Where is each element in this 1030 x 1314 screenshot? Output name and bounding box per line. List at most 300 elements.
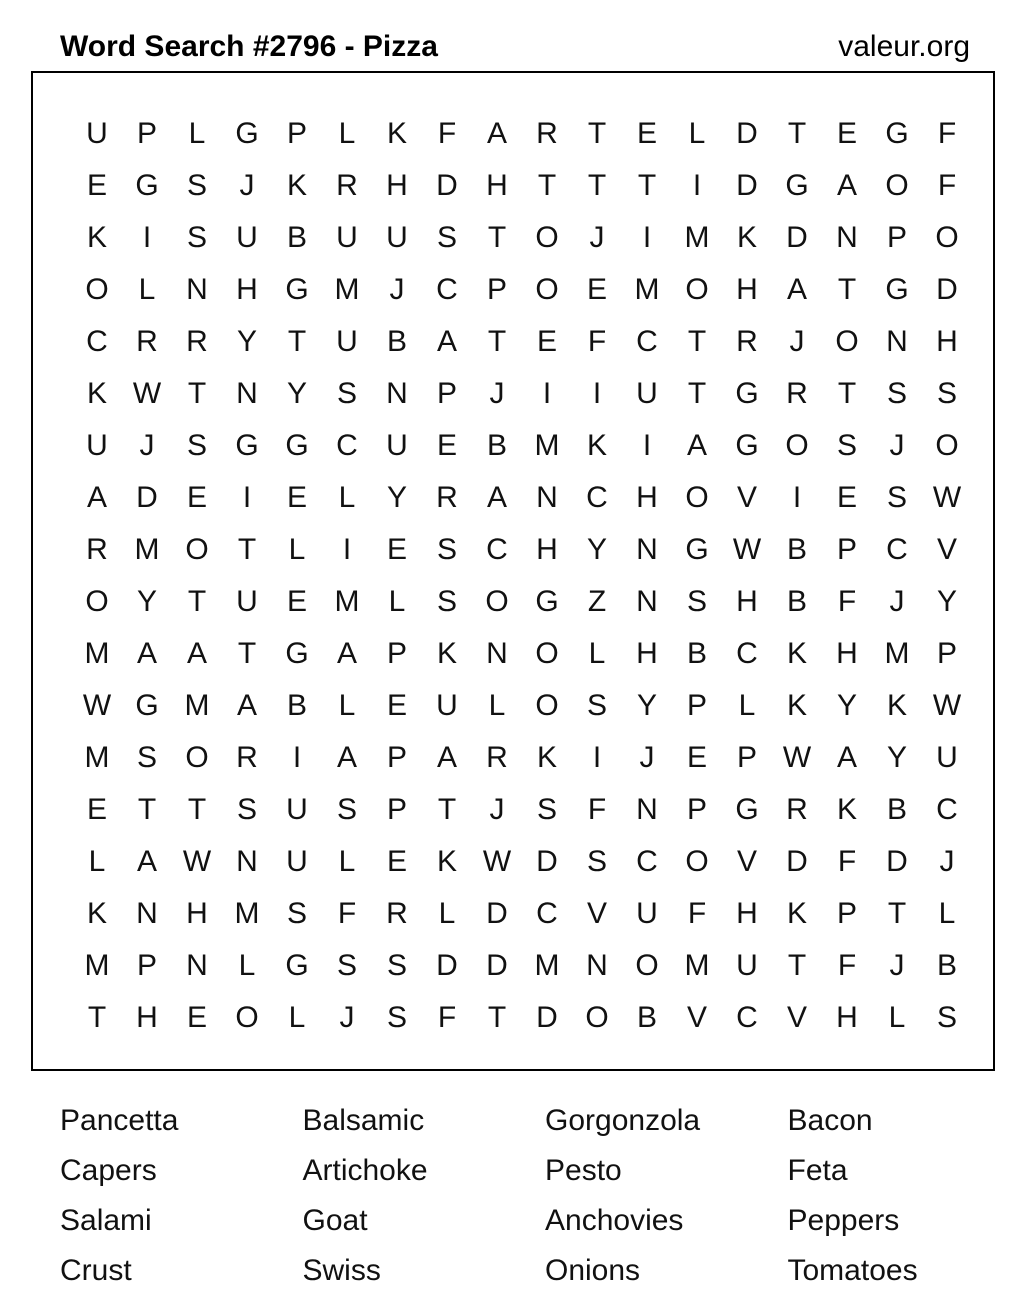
- grid-cell[interactable]: U: [636, 897, 658, 930]
- grid-cell[interactable]: K: [786, 897, 807, 930]
- grid-cell[interactable]: C: [336, 429, 358, 462]
- grid-cell[interactable]: K: [436, 845, 457, 878]
- grid-cell[interactable]: H: [136, 1001, 158, 1034]
- grid-cell[interactable]: L: [888, 1001, 906, 1034]
- grid-cell[interactable]: U: [736, 949, 758, 982]
- grid-cell[interactable]: S: [586, 689, 607, 722]
- grid-cell[interactable]: A: [136, 845, 157, 878]
- grid-cell[interactable]: O: [635, 949, 659, 982]
- grid-cell[interactable]: D: [786, 221, 808, 254]
- grid-cell[interactable]: T: [87, 1001, 107, 1034]
- grid-cell[interactable]: S: [386, 949, 407, 982]
- grid-cell[interactable]: Y: [936, 585, 957, 618]
- grid-cell[interactable]: L: [938, 897, 956, 930]
- grid-cell[interactable]: I: [642, 221, 652, 254]
- grid-cell[interactable]: T: [787, 117, 807, 150]
- grid-cell[interactable]: B: [786, 533, 807, 566]
- grid-cell[interactable]: J: [889, 429, 905, 462]
- grid-cell[interactable]: O: [935, 221, 959, 254]
- grid-cell[interactable]: F: [937, 117, 957, 150]
- grid-cell[interactable]: O: [935, 429, 959, 462]
- grid-cell[interactable]: T: [837, 273, 857, 306]
- grid-cell[interactable]: S: [436, 533, 457, 566]
- grid-cell[interactable]: H: [536, 533, 558, 566]
- grid-cell[interactable]: H: [386, 169, 408, 202]
- grid-cell[interactable]: A: [86, 481, 107, 514]
- grid-cell[interactable]: G: [785, 169, 809, 202]
- grid-cell[interactable]: V: [736, 845, 757, 878]
- grid-cell[interactable]: J: [239, 169, 255, 202]
- grid-cell[interactable]: M: [534, 429, 560, 462]
- grid-cell[interactable]: S: [186, 429, 207, 462]
- grid-cell[interactable]: B: [286, 221, 307, 254]
- grid-cell[interactable]: H: [736, 897, 758, 930]
- grid-cell[interactable]: L: [288, 533, 306, 566]
- grid-cell[interactable]: N: [586, 949, 608, 982]
- grid-cell[interactable]: A: [186, 637, 207, 670]
- grid-cell[interactable]: T: [237, 637, 257, 670]
- grid-cell[interactable]: F: [437, 1001, 457, 1034]
- grid-cell[interactable]: L: [188, 117, 206, 150]
- grid-cell[interactable]: U: [936, 741, 958, 774]
- grid-cell[interactable]: F: [587, 793, 607, 826]
- grid-cell[interactable]: L: [488, 689, 506, 722]
- grid-cell[interactable]: K: [836, 793, 857, 826]
- grid-cell[interactable]: L: [138, 273, 156, 306]
- grid-cell[interactable]: R: [136, 325, 158, 358]
- grid-cell[interactable]: L: [388, 585, 406, 618]
- grid-cell[interactable]: O: [885, 169, 909, 202]
- grid-cell[interactable]: C: [536, 897, 558, 930]
- grid-cell[interactable]: S: [286, 897, 307, 930]
- grid-cell[interactable]: P: [386, 637, 407, 670]
- grid-cell[interactable]: D: [936, 273, 958, 306]
- grid-cell[interactable]: M: [334, 585, 360, 618]
- grid-cell[interactable]: I: [792, 481, 802, 514]
- grid-cell[interactable]: V: [786, 1001, 807, 1034]
- grid-cell[interactable]: U: [636, 377, 658, 410]
- grid-cell[interactable]: B: [886, 793, 907, 826]
- grid-cell[interactable]: D: [486, 897, 508, 930]
- grid-cell[interactable]: B: [936, 949, 957, 982]
- grid-cell[interactable]: M: [84, 949, 110, 982]
- grid-cell[interactable]: D: [136, 481, 158, 514]
- grid-cell[interactable]: A: [136, 637, 157, 670]
- grid-cell[interactable]: F: [437, 117, 457, 150]
- grid-cell[interactable]: D: [536, 1001, 558, 1034]
- grid-cell[interactable]: P: [736, 741, 757, 774]
- grid-cell[interactable]: W: [182, 845, 212, 878]
- grid-cell[interactable]: T: [837, 377, 857, 410]
- grid-cell[interactable]: D: [786, 845, 808, 878]
- grid-cell[interactable]: L: [338, 689, 356, 722]
- grid-cell[interactable]: U: [386, 221, 408, 254]
- grid-cell[interactable]: P: [686, 689, 707, 722]
- grid-cell[interactable]: G: [535, 585, 559, 618]
- grid-cell[interactable]: H: [186, 897, 208, 930]
- grid-cell[interactable]: S: [886, 377, 907, 410]
- grid-cell[interactable]: Y: [386, 481, 407, 514]
- grid-cell[interactable]: O: [235, 1001, 259, 1034]
- grid-cell[interactable]: B: [686, 637, 707, 670]
- grid-cell[interactable]: T: [287, 325, 307, 358]
- grid-cell[interactable]: A: [236, 689, 257, 722]
- grid-cell[interactable]: O: [85, 585, 109, 618]
- grid-cell[interactable]: V: [936, 533, 957, 566]
- grid-cell[interactable]: R: [336, 169, 358, 202]
- grid-cell[interactable]: A: [486, 481, 507, 514]
- grid-cell[interactable]: H: [486, 169, 508, 202]
- grid-cell[interactable]: O: [785, 429, 809, 462]
- grid-cell[interactable]: G: [735, 377, 759, 410]
- grid-cell[interactable]: S: [186, 169, 207, 202]
- grid-cell[interactable]: S: [936, 377, 957, 410]
- grid-cell[interactable]: V: [736, 481, 757, 514]
- grid-cell[interactable]: V: [686, 1001, 707, 1034]
- grid-cell[interactable]: S: [686, 585, 707, 618]
- grid-cell[interactable]: H: [936, 325, 958, 358]
- grid-cell[interactable]: L: [88, 845, 106, 878]
- grid-cell[interactable]: J: [339, 1001, 355, 1034]
- grid-cell[interactable]: T: [887, 897, 907, 930]
- grid-cell[interactable]: D: [436, 949, 458, 982]
- grid-cell[interactable]: I: [592, 377, 602, 410]
- grid-cell[interactable]: C: [586, 481, 608, 514]
- grid-cell[interactable]: G: [285, 273, 309, 306]
- grid-cell[interactable]: U: [286, 845, 308, 878]
- grid-cell[interactable]: M: [534, 949, 560, 982]
- grid-cell[interactable]: R: [486, 741, 508, 774]
- grid-cell[interactable]: N: [236, 845, 258, 878]
- grid-cell[interactable]: I: [592, 741, 602, 774]
- grid-cell[interactable]: C: [636, 845, 658, 878]
- grid-cell[interactable]: M: [684, 949, 710, 982]
- grid-cell[interactable]: W: [732, 533, 762, 566]
- grid-cell[interactable]: J: [939, 845, 955, 878]
- grid-cell[interactable]: U: [336, 325, 358, 358]
- grid-cell[interactable]: S: [336, 793, 357, 826]
- grid-cell[interactable]: R: [236, 741, 258, 774]
- grid-cell[interactable]: T: [237, 533, 257, 566]
- grid-cell[interactable]: F: [337, 897, 357, 930]
- grid-cell[interactable]: K: [736, 221, 757, 254]
- grid-cell[interactable]: Y: [236, 325, 257, 358]
- grid-cell[interactable]: L: [338, 481, 356, 514]
- grid-cell[interactable]: M: [684, 221, 710, 254]
- grid-cell[interactable]: E: [386, 845, 407, 878]
- grid-cell[interactable]: T: [687, 377, 707, 410]
- grid-cell[interactable]: S: [186, 221, 207, 254]
- grid-cell[interactable]: J: [889, 585, 905, 618]
- grid-cell[interactable]: F: [837, 585, 857, 618]
- grid-cell[interactable]: J: [139, 429, 155, 462]
- grid-cell[interactable]: S: [386, 1001, 407, 1034]
- grid-cell[interactable]: E: [636, 117, 657, 150]
- grid-cell[interactable]: T: [487, 1001, 507, 1034]
- grid-cell[interactable]: J: [789, 325, 805, 358]
- grid-cell[interactable]: I: [542, 377, 552, 410]
- grid-cell[interactable]: O: [535, 689, 559, 722]
- grid-cell[interactable]: N: [536, 481, 558, 514]
- grid-cell[interactable]: M: [234, 897, 260, 930]
- grid-cell[interactable]: W: [132, 377, 162, 410]
- grid-cell[interactable]: K: [286, 169, 307, 202]
- grid-cell[interactable]: E: [386, 533, 407, 566]
- grid-cell[interactable]: N: [636, 585, 658, 618]
- grid-cell[interactable]: U: [436, 689, 458, 722]
- grid-cell[interactable]: J: [489, 377, 505, 410]
- grid-cell[interactable]: T: [587, 169, 607, 202]
- grid-cell[interactable]: Y: [886, 741, 907, 774]
- grid-cell[interactable]: T: [437, 793, 457, 826]
- grid-cell[interactable]: S: [936, 1001, 957, 1034]
- grid-cell[interactable]: O: [835, 325, 859, 358]
- grid-cell[interactable]: B: [636, 1001, 657, 1034]
- grid-cell[interactable]: C: [736, 1001, 758, 1034]
- grid-cell[interactable]: N: [836, 221, 858, 254]
- grid-cell[interactable]: L: [438, 897, 456, 930]
- grid-cell[interactable]: O: [685, 845, 709, 878]
- grid-cell[interactable]: E: [386, 689, 407, 722]
- grid-cell[interactable]: R: [436, 481, 458, 514]
- grid-cell[interactable]: H: [836, 1001, 858, 1034]
- grid-cell[interactable]: T: [187, 793, 207, 826]
- grid-cell[interactable]: L: [288, 1001, 306, 1034]
- grid-cell[interactable]: O: [485, 585, 509, 618]
- grid-cell[interactable]: D: [736, 117, 758, 150]
- grid-cell[interactable]: J: [489, 793, 505, 826]
- grid-cell[interactable]: G: [235, 429, 259, 462]
- grid-cell[interactable]: A: [336, 637, 357, 670]
- grid-cell[interactable]: Y: [636, 689, 657, 722]
- grid-cell[interactable]: P: [136, 117, 157, 150]
- grid-cell[interactable]: S: [436, 585, 457, 618]
- grid-cell[interactable]: E: [686, 741, 707, 774]
- grid-cell[interactable]: H: [236, 273, 258, 306]
- grid-cell[interactable]: T: [687, 325, 707, 358]
- grid-cell[interactable]: Y: [136, 585, 157, 618]
- grid-cell[interactable]: P: [486, 273, 507, 306]
- grid-cell[interactable]: N: [236, 377, 258, 410]
- grid-cell[interactable]: N: [186, 273, 208, 306]
- grid-cell[interactable]: O: [535, 637, 559, 670]
- grid-cell[interactable]: U: [286, 793, 308, 826]
- grid-cell[interactable]: M: [184, 689, 210, 722]
- grid-cell[interactable]: S: [586, 845, 607, 878]
- grid-cell[interactable]: L: [688, 117, 706, 150]
- grid-cell[interactable]: S: [836, 429, 857, 462]
- grid-cell[interactable]: H: [636, 637, 658, 670]
- grid-cell[interactable]: W: [482, 845, 512, 878]
- grid-cell[interactable]: U: [86, 429, 108, 462]
- grid-cell[interactable]: C: [886, 533, 908, 566]
- grid-cell[interactable]: Z: [587, 585, 607, 618]
- grid-cell[interactable]: K: [86, 897, 107, 930]
- grid-cell[interactable]: M: [884, 637, 910, 670]
- grid-cell[interactable]: F: [687, 897, 707, 930]
- grid-cell[interactable]: L: [338, 845, 356, 878]
- grid-cell[interactable]: U: [386, 429, 408, 462]
- grid-cell[interactable]: N: [136, 897, 158, 930]
- grid-cell[interactable]: P: [686, 793, 707, 826]
- grid-cell[interactable]: N: [636, 533, 658, 566]
- grid-cell[interactable]: K: [436, 637, 457, 670]
- grid-cell[interactable]: G: [735, 793, 759, 826]
- grid-cell[interactable]: I: [292, 741, 302, 774]
- grid-cell[interactable]: P: [936, 637, 957, 670]
- grid-cell[interactable]: I: [642, 429, 652, 462]
- grid-cell[interactable]: O: [685, 273, 709, 306]
- grid-cell[interactable]: T: [187, 585, 207, 618]
- grid-cell[interactable]: R: [386, 897, 408, 930]
- grid-cell[interactable]: G: [285, 429, 309, 462]
- grid-cell[interactable]: K: [86, 377, 107, 410]
- grid-cell[interactable]: W: [82, 689, 112, 722]
- grid-cell[interactable]: E: [286, 481, 307, 514]
- grid-cell[interactable]: B: [286, 689, 307, 722]
- grid-cell[interactable]: U: [236, 585, 258, 618]
- grid-cell[interactable]: P: [386, 793, 407, 826]
- grid-cell[interactable]: U: [86, 117, 108, 150]
- grid-cell[interactable]: Y: [586, 533, 607, 566]
- grid-cell[interactable]: E: [186, 1001, 207, 1034]
- grid-cell[interactable]: E: [286, 585, 307, 618]
- grid-cell[interactable]: C: [736, 637, 758, 670]
- grid-cell[interactable]: S: [336, 949, 357, 982]
- grid-cell[interactable]: F: [837, 949, 857, 982]
- grid-cell[interactable]: T: [637, 169, 657, 202]
- grid-cell[interactable]: O: [185, 741, 209, 774]
- grid-cell[interactable]: E: [436, 429, 457, 462]
- grid-cell[interactable]: Y: [836, 689, 857, 722]
- grid-cell[interactable]: N: [486, 637, 508, 670]
- grid-cell[interactable]: H: [736, 585, 758, 618]
- grid-cell[interactable]: J: [889, 949, 905, 982]
- grid-cell[interactable]: T: [787, 949, 807, 982]
- grid-cell[interactable]: E: [536, 325, 557, 358]
- grid-cell[interactable]: R: [786, 793, 808, 826]
- grid-cell[interactable]: T: [487, 221, 507, 254]
- grid-cell[interactable]: P: [386, 741, 407, 774]
- grid-cell[interactable]: N: [886, 325, 908, 358]
- grid-cell[interactable]: W: [782, 741, 812, 774]
- grid-cell[interactable]: C: [636, 325, 658, 358]
- grid-cell[interactable]: E: [586, 273, 607, 306]
- grid-cell[interactable]: S: [436, 221, 457, 254]
- grid-cell[interactable]: U: [336, 221, 358, 254]
- grid-cell[interactable]: G: [285, 949, 309, 982]
- grid-cell[interactable]: K: [786, 689, 807, 722]
- grid-cell[interactable]: T: [187, 377, 207, 410]
- grid-cell[interactable]: G: [735, 429, 759, 462]
- grid-cell[interactable]: A: [786, 273, 807, 306]
- grid-cell[interactable]: O: [535, 273, 559, 306]
- grid-cell[interactable]: I: [342, 533, 352, 566]
- grid-cell[interactable]: P: [136, 949, 157, 982]
- grid-cell[interactable]: W: [932, 481, 962, 514]
- grid-cell[interactable]: O: [535, 221, 559, 254]
- grid-cell[interactable]: A: [836, 741, 857, 774]
- grid-cell[interactable]: M: [134, 533, 160, 566]
- grid-cell[interactable]: M: [84, 637, 110, 670]
- grid-cell[interactable]: A: [436, 741, 457, 774]
- grid-cell[interactable]: A: [686, 429, 707, 462]
- grid-cell[interactable]: B: [486, 429, 507, 462]
- grid-cell[interactable]: J: [389, 273, 405, 306]
- grid-cell[interactable]: M: [634, 273, 660, 306]
- grid-cell[interactable]: N: [186, 949, 208, 982]
- grid-cell[interactable]: S: [136, 741, 157, 774]
- grid-cell[interactable]: G: [685, 533, 709, 566]
- grid-cell[interactable]: E: [836, 117, 857, 150]
- grid-cell[interactable]: G: [285, 637, 309, 670]
- grid-cell[interactable]: S: [886, 481, 907, 514]
- grid-cell[interactable]: R: [186, 325, 208, 358]
- grid-cell[interactable]: M: [84, 741, 110, 774]
- grid-cell[interactable]: G: [135, 689, 159, 722]
- grid-cell[interactable]: U: [236, 221, 258, 254]
- grid-cell[interactable]: F: [587, 325, 607, 358]
- grid-cell[interactable]: D: [436, 169, 458, 202]
- grid-cell[interactable]: V: [586, 897, 607, 930]
- grid-cell[interactable]: P: [436, 377, 457, 410]
- grid-cell[interactable]: C: [436, 273, 458, 306]
- grid-cell[interactable]: P: [836, 533, 857, 566]
- grid-cell[interactable]: E: [86, 169, 107, 202]
- grid-cell[interactable]: K: [86, 221, 107, 254]
- grid-cell[interactable]: D: [736, 169, 758, 202]
- grid-cell[interactable]: T: [587, 117, 607, 150]
- grid-cell[interactable]: D: [536, 845, 558, 878]
- grid-cell[interactable]: R: [736, 325, 758, 358]
- grid-cell[interactable]: P: [286, 117, 307, 150]
- grid-cell[interactable]: K: [536, 741, 557, 774]
- grid-cell[interactable]: S: [536, 793, 557, 826]
- grid-cell[interactable]: J: [639, 741, 655, 774]
- grid-cell[interactable]: A: [436, 325, 457, 358]
- grid-cell[interactable]: E: [836, 481, 857, 514]
- grid-cell[interactable]: B: [386, 325, 407, 358]
- grid-cell[interactable]: D: [486, 949, 508, 982]
- grid-cell[interactable]: R: [786, 377, 808, 410]
- grid-cell[interactable]: I: [142, 221, 152, 254]
- grid-cell[interactable]: C: [936, 793, 958, 826]
- grid-cell[interactable]: L: [738, 689, 756, 722]
- grid-cell[interactable]: N: [636, 793, 658, 826]
- grid-cell[interactable]: N: [386, 377, 408, 410]
- grid-cell[interactable]: H: [636, 481, 658, 514]
- grid-cell[interactable]: P: [886, 221, 907, 254]
- grid-cell[interactable]: I: [242, 481, 252, 514]
- grid-cell[interactable]: O: [685, 481, 709, 514]
- grid-cell[interactable]: A: [336, 741, 357, 774]
- grid-cell[interactable]: P: [836, 897, 857, 930]
- grid-cell[interactable]: S: [336, 377, 357, 410]
- grid-cell[interactable]: L: [238, 949, 256, 982]
- grid-cell[interactable]: C: [86, 325, 108, 358]
- grid-cell[interactable]: D: [886, 845, 908, 878]
- grid-cell[interactable]: A: [836, 169, 857, 202]
- grid-cell[interactable]: A: [486, 117, 507, 150]
- grid-cell[interactable]: J: [589, 221, 605, 254]
- grid-cell[interactable]: O: [85, 273, 109, 306]
- grid-cell[interactable]: B: [786, 585, 807, 618]
- grid-cell[interactable]: R: [86, 533, 108, 566]
- grid-cell[interactable]: T: [487, 325, 507, 358]
- grid-cell[interactable]: S: [236, 793, 257, 826]
- grid-cell[interactable]: H: [836, 637, 858, 670]
- grid-cell[interactable]: G: [135, 169, 159, 202]
